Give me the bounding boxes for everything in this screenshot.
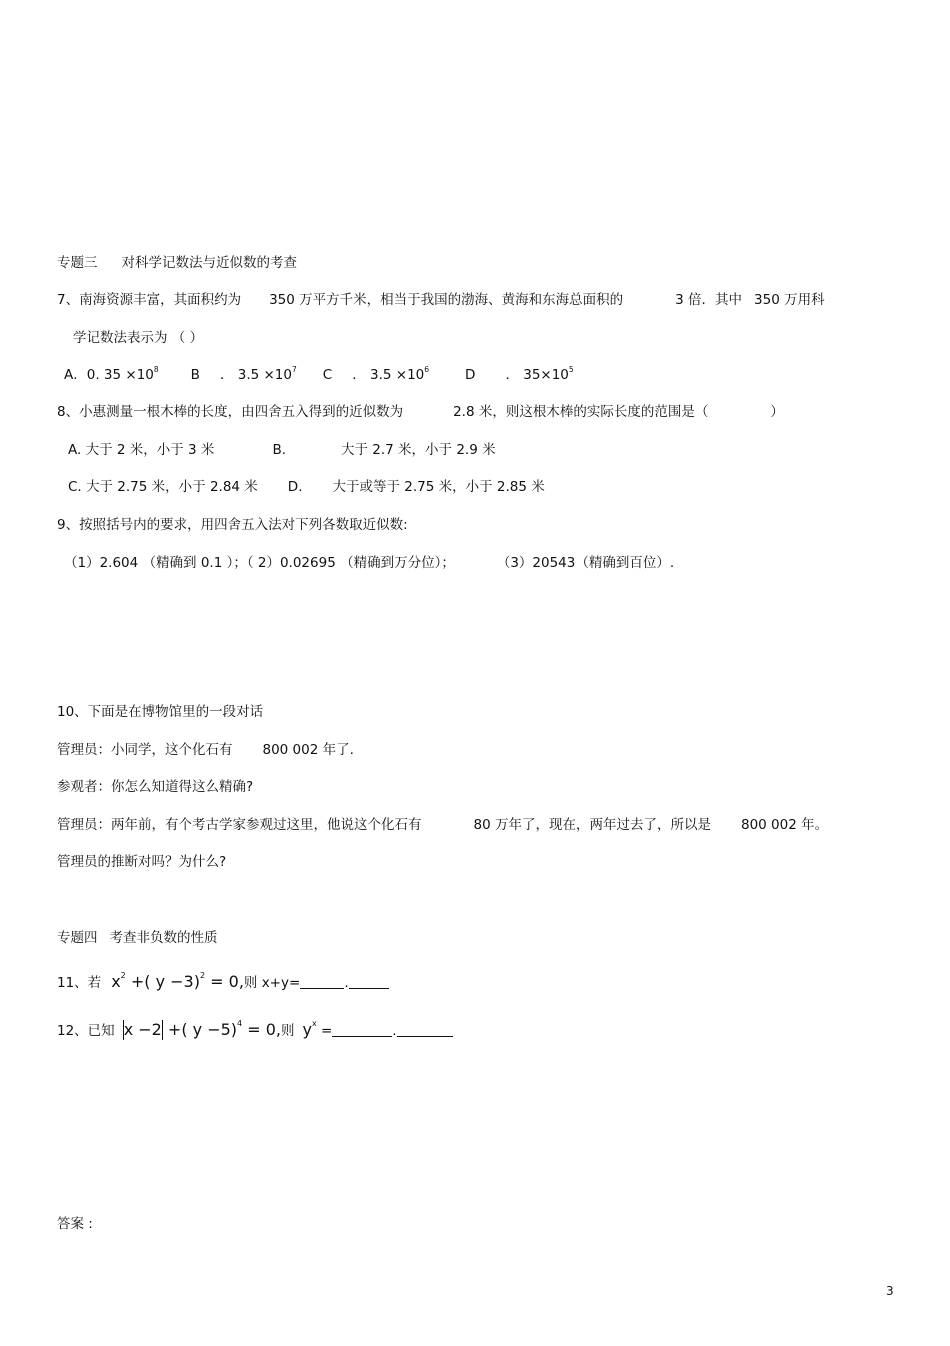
option-a: A. 大于 2 米，小于 3 米: [68, 442, 215, 458]
section-3-label: 专题三: [57, 255, 98, 271]
section-3-title: 对科学记数法与近似数的考查: [121, 255, 297, 271]
equation: $x^2$ +( y −3)$^2$ = 0,: [111, 971, 244, 991]
option-c: C ． $3.5 \times 10^6$: [322, 365, 430, 383]
option-d: D. 大于或等于 2.75 米，小于 2.85 米: [287, 479, 545, 495]
answer-blank: [397, 1022, 453, 1037]
question-8-options-row-2: [68, 477, 545, 497]
page-number: 3: [886, 1284, 894, 1298]
option-a: A．0. $35 \times 10^8$: [64, 365, 159, 383]
section-3-heading: [57, 253, 297, 273]
question-10-line-5: 管理员的推断对吗？为什么?: [57, 854, 227, 870]
answer-blank: [332, 1022, 392, 1037]
question-9-line-1: 9、按照括号内的要求，用四舍五入法对下列各数取近似数:: [57, 517, 408, 533]
answer-label: 答案 :: [57, 1216, 93, 1232]
question-10-line-2: 管理员：小同学，这个化石有 800 002 年了.: [57, 742, 354, 758]
section-4-title: 考查非负数的性质: [109, 930, 218, 946]
option-d: D ． $35\times 10^5$: [465, 365, 574, 383]
section-4-label: 专题四: [57, 930, 98, 946]
equation: x −2 +( y −5)$^4$ = 0,: [123, 1019, 281, 1039]
option-c: C. 大于 2.75 米，小于 2.84 米: [68, 479, 258, 495]
question-7-line-1: 7、南海资源丰富，其面积约为 350 万平方千米，相当于我国的渤海、黄海和东海总面积的 3 倍．其中 350 万用科: [57, 292, 825, 308]
answer-blank: [300, 974, 344, 989]
question-11: 11、若 $x^2$ +( y −3)$^2$ = 0,则 x+y= .: [57, 972, 389, 993]
option-b: B ． $3.5 \times 10^7$: [190, 365, 297, 383]
question-7-line-2: 学记数法表示为 （ ）: [73, 330, 204, 346]
question-10-line-4: 管理员：两年前，有个考古学家参观过这里，他说这个化石有 80 万年了，现在，两年过去了，所以是 800 002 年。: [57, 817, 829, 833]
question-8-options-row-1: [68, 440, 496, 460]
question-7-options: [64, 365, 574, 385]
option-b: B. 大于 2.7 米，小于 2.9 米: [272, 442, 496, 458]
section-4-heading: [57, 928, 218, 948]
question-12: 12、已知 x −2 +( y −5)$^4$ = 0,则 $y^x$ = .: [57, 1020, 453, 1041]
question-10-line-3: 参观者：你怎么知道得这么精确?: [57, 779, 254, 795]
answer-blank: [349, 974, 389, 989]
question-9-parts: （1）2.604 （精确到 0.1 ）；（ 2）0.02695 （精确到万分位）； （3）20543（精确到百位）.: [64, 555, 675, 571]
question-8-line-1: 8、小惠测量一根木棒的长度，由四舍五入得到的近似数为 2.8 米，则这根木棒的实际长度的范围是（ ）: [57, 404, 784, 420]
question-10-line-1: 10、下面是在博物馆里的一段对话: [57, 704, 264, 720]
